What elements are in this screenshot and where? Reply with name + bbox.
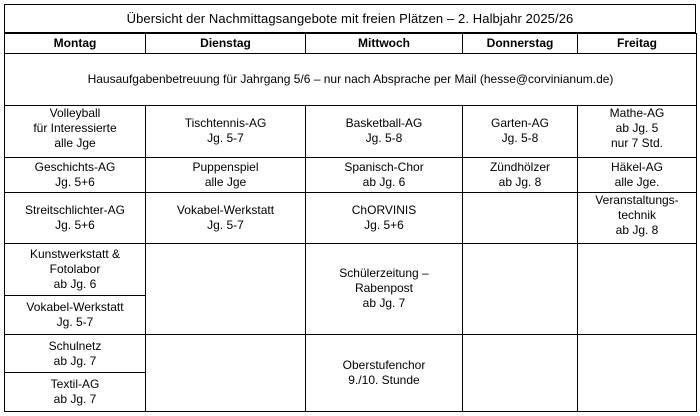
homework-row: [5, 54, 697, 106]
cell-friday-3: Veranstaltungs- technik ab Jg. 8: [578, 193, 697, 244]
cell-friday-6: [578, 334, 697, 411]
cell-friday-4: [578, 243, 697, 334]
table-row: [5, 157, 697, 192]
table-row: [5, 105, 697, 157]
cell-monday-6: Schulnetz ab Jg. 7: [5, 334, 146, 373]
cell-thursday-6: [463, 334, 578, 411]
cell-thursday-1: Garten-AG Jg. 5-8: [463, 105, 578, 157]
cell-monday-5: Vokabel-Werkstatt Jg. 5-7: [5, 296, 146, 335]
cell-tuesday-6: [146, 334, 306, 411]
cell-tuesday-4: [146, 243, 306, 334]
cell-monday-2: Geschichts-AG Jg. 5+6: [5, 157, 146, 192]
cell-tuesday-3: Vokabel-Werkstatt Jg. 5-7: [146, 193, 306, 244]
cell-friday-2: Häkel-AG alle Jge.: [578, 157, 697, 192]
cell-wednesday-2: Spanisch-Chor ab Jg. 6: [306, 157, 463, 192]
table-row: [5, 243, 697, 296]
cell-tuesday-1: Tischtennis-AG Jg. 5-7: [146, 105, 306, 157]
schedule-page: [4, 4, 696, 412]
cell-tuesday-2: Puppenspiel alle Jge: [146, 157, 306, 192]
page-title: Übersicht der Nachmittagsangebote mit freien Plätzen – 2. Halbjahr 2025/26: [4, 4, 696, 33]
cell-monday-7: Textil-AG ab Jg. 7: [5, 373, 146, 412]
cell-wednesday-3: ChORVINIS Jg. 5+6: [306, 193, 463, 244]
header-monday: Montag: [5, 34, 146, 54]
table-row: [5, 193, 697, 244]
header-thursday: Donnerstag: [463, 34, 578, 54]
cell-monday-1: Volleyball für Interessierte alle Jge: [5, 105, 146, 157]
cell-thursday-3: [463, 193, 578, 244]
table-row: [5, 334, 697, 373]
header-row: [5, 34, 697, 54]
homework-notice: Hausaufgabenbetreuung für Jahrgang 5/6 – nur nach Absprache per Mail (hesse@corvinianum.de): [5, 54, 697, 106]
cell-thursday-4: [463, 243, 578, 334]
cell-wednesday-4: Schülerzeitung – Rabenpost ab Jg. 7: [306, 243, 463, 334]
cell-friday-1: Mathe-AG ab Jg. 5 nur 7 Std.: [578, 105, 697, 157]
header-wednesday: Mittwoch: [306, 34, 463, 54]
header-tuesday: Dienstag: [146, 34, 306, 54]
cell-wednesday-6: Oberstufenchor 9./10. Stunde: [306, 334, 463, 411]
cell-monday-4: Kunstwerkstatt & Fotolabor ab Jg. 6: [5, 243, 146, 296]
cell-monday-3: Streitschlichter-AG Jg. 5+6: [5, 193, 146, 244]
schedule-table: [4, 33, 697, 412]
cell-wednesday-1: Basketball-AG Jg. 5-8: [306, 105, 463, 157]
header-friday: Freitag: [578, 34, 697, 54]
cell-thursday-2: Zündhölzer ab Jg. 8: [463, 157, 578, 192]
